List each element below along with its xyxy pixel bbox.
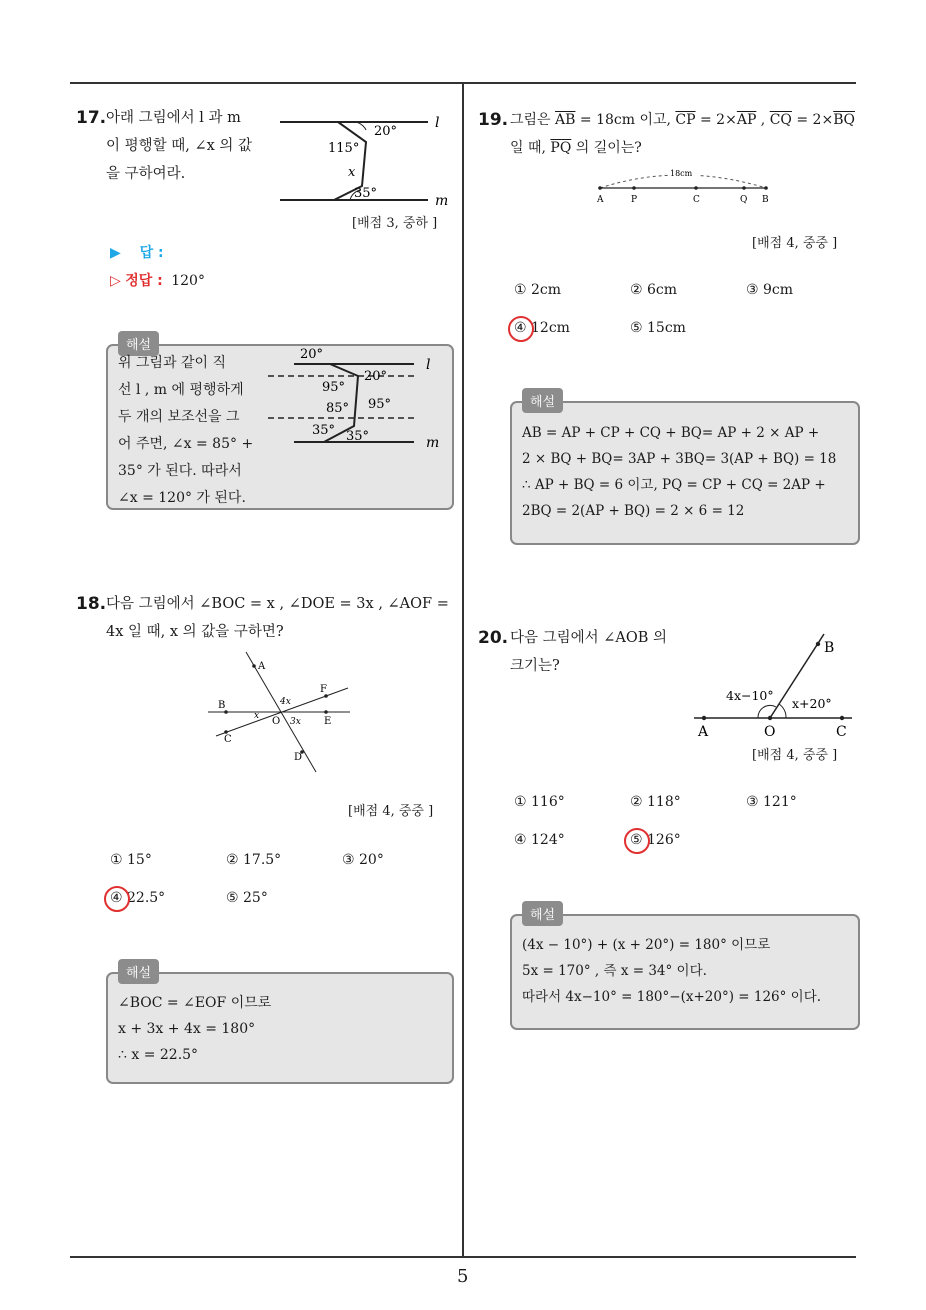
q18-fig-F: F (320, 684, 327, 695)
q20-choice-3[interactable]: ③ 121° (746, 794, 797, 810)
q18-line-2: 4x 일 때, x 의 값을 구하면? (106, 624, 284, 640)
q20-answer-circle (624, 828, 650, 854)
q20-fig-right: x+20° (792, 696, 832, 711)
q19-line2-post: 의 길이는? (571, 140, 642, 156)
q17-line-1: 아래 그림에서 l 과 m (106, 110, 241, 126)
q18-number: 18. (76, 594, 107, 614)
q17-exp-line-5: 35° 가 된다. 따라서 (118, 463, 242, 479)
q18-choice-4[interactable]: ④ 22.5° (110, 890, 166, 906)
q19-fig-C: C (693, 195, 700, 205)
q17-figure (270, 108, 460, 208)
q17-exp-fig-85: 85° (326, 401, 350, 416)
q19-exp-line-1: AB = AP + CP + CQ + BQ= AP + 2 × AP + (522, 425, 820, 441)
q17-explanation-figure (264, 344, 448, 456)
q19-exp-line-3: ∴ AP + BQ = 6 이고, PQ = CP + CQ = 2AP + (522, 477, 826, 493)
q17-line-2: 이 평행할 때, ∠x 의 값 (106, 138, 253, 154)
q17-exp-fig-35a: 35° (312, 423, 336, 438)
q17-correct-label: 정답 : (125, 273, 163, 289)
q19-figure (590, 164, 776, 208)
column-divider (462, 82, 464, 1257)
q18-choice-2[interactable]: ② 17.5° (226, 852, 282, 868)
q18-fig-4x: 4x (280, 697, 291, 707)
q17-exp-fig-95a: 95° (322, 380, 346, 395)
q19-eq1: = 2× (695, 112, 737, 128)
q19-bq: $\overline{BQ}$ (833, 112, 855, 128)
q18-choice-5[interactable]: ⑤ 25° (226, 890, 268, 906)
q18-exp-line-3: ∴ x = 22.5° (118, 1047, 199, 1063)
q17-fig-l: l (435, 115, 440, 131)
q18-explanation-text (118, 990, 271, 1068)
q17-explanation-text (118, 350, 268, 512)
q20-explanation-tag: 해설 (522, 901, 563, 926)
q20-figure (690, 626, 858, 742)
q19-fig-Q: Q (740, 195, 748, 205)
q18-text (106, 590, 456, 646)
q20-fig-left: 4x−10° (726, 688, 774, 703)
q19-mid: = 18cm 이고, (575, 112, 676, 128)
q19-text (510, 106, 870, 162)
q20-choice-1[interactable]: ① 116° (514, 794, 565, 810)
q19-exp-line-2: 2 × BQ + BQ= 3AP + 3BQ= 3(AP + BQ) = 18 (522, 451, 837, 467)
q17-exp-fig-95b: 95° (368, 397, 392, 412)
q17-line-3: 을 구하여라. (106, 166, 186, 182)
q17-answer-label: 답 : (139, 245, 164, 261)
q17-fig-m: m (435, 193, 449, 208)
bottom-rule (70, 1256, 856, 1258)
q20-choice-5[interactable]: ⑤ 126° (630, 832, 681, 848)
q17-exp-fig-l: l (426, 357, 431, 373)
q18-fig-E: E (324, 716, 332, 727)
q20-choice-2[interactable]: ② 118° (630, 794, 681, 810)
q20-explanation-text (522, 932, 821, 1010)
q19-grade: [배점 4, 중중 ] (752, 236, 838, 251)
q18-fig-D: D (294, 752, 303, 763)
q18-exp-line-2: x + 3x + 4x = 180° (118, 1021, 256, 1037)
q17-number: 17. (76, 108, 107, 128)
q17-exp-line-2: 선 l , m 에 평행하게 (118, 382, 244, 398)
q19-sep: , (756, 112, 770, 128)
q17-exp-line-6: ∠x = 120° 가 된다. (118, 490, 246, 506)
q20-exp-line-3: 따라서 4x−10° = 180°−(x+20°) = 126° 이다. (522, 989, 822, 1005)
q19-choice-5[interactable]: ⑤ 15cm (630, 320, 686, 336)
q18-fig-B: B (218, 700, 226, 711)
q19-answer-circle (508, 316, 534, 342)
q19-choice-4[interactable]: ④ 12cm (514, 320, 570, 336)
q19-fig-B: B (762, 195, 769, 205)
q18-fig-C: C (224, 734, 232, 745)
q18-answer-circle (104, 886, 130, 912)
q17-exp-line-3: 두 개의 보조선을 그 (118, 409, 240, 425)
q18-line-1: 다음 그림에서 ∠BOC = x , ∠DOE = 3x , ∠AOF = (106, 596, 449, 612)
q18-explanation-tag: 해설 (118, 959, 159, 984)
q18-grade: [배점 4, 중중 ] (348, 804, 434, 819)
q17-exp-line-1: 위 그림과 같이 직 (118, 355, 227, 371)
q17-exp-fig-m: m (426, 435, 440, 451)
q20-fig-A: A (698, 724, 709, 740)
q17-exp-fig-20b: 20° (364, 369, 388, 384)
q19-pre: 그림은 (510, 112, 556, 128)
q17-correct-value: 120° (171, 273, 205, 289)
q18-fig-A: A (258, 661, 266, 672)
q19-explanation-tag: 해설 (522, 388, 563, 413)
q19-eq2: = 2× (791, 112, 834, 128)
q17-grade: [배점 3, 중하 ] (352, 216, 438, 231)
q19-ab: $\overline{AB}$ (555, 112, 576, 128)
q19-ap: $\overline{AP}$ (736, 112, 757, 128)
q19-line2-pre: 일 때, (510, 140, 551, 156)
q19-line-2 (510, 134, 870, 162)
q20-choice-4[interactable]: ④ 124° (514, 832, 565, 848)
q17-fig-115: 115° (328, 141, 360, 156)
q17-exp-line-4: 어 주면, ∠x = 85° + (118, 436, 254, 452)
q17-correct-marker: ▷ (110, 273, 121, 289)
q17-correct-row (110, 270, 205, 290)
q17-answer-row (110, 242, 164, 262)
q18-fig-O: O (272, 716, 281, 727)
q17-exp-fig-35b: 35° (346, 429, 370, 444)
q19-cp: $\overline{CP}$ (675, 112, 696, 128)
q19-choice-2[interactable]: ② 6cm (630, 282, 678, 298)
q20-fig-B: B (824, 640, 835, 656)
q17-fig-20: 20° (374, 124, 398, 139)
q20-line-1: 다음 그림에서 ∠AOB 의 (510, 630, 668, 646)
q19-line-1 (510, 106, 870, 134)
q19-choice-3[interactable]: ③ 9cm (746, 282, 794, 298)
q18-choice-1[interactable]: ① 15° (110, 852, 152, 868)
q18-exp-line-1: ∠BOC = ∠EOF 이므로 (118, 995, 272, 1011)
q19-cq: $\overline{CQ}$ (769, 112, 792, 128)
q20-fig-O: O (764, 724, 776, 740)
q19-fig-len: 18cm (670, 169, 693, 178)
q20-fig-C: C (836, 724, 847, 740)
q19-fig-P: P (631, 195, 638, 205)
q17-fig-x: x (348, 165, 356, 180)
q20-line-2: 크기는? (510, 658, 560, 674)
q18-choice-3[interactable]: ③ 20° (342, 852, 384, 868)
q19-explanation-text (522, 420, 836, 524)
q19-number: 19. (478, 110, 509, 130)
q17-exp-fig-20a: 20° (300, 347, 324, 362)
q17-text (106, 104, 276, 188)
q17-answer-marker: ▶ (110, 245, 121, 261)
q20-grade: [배점 4, 중중 ] (752, 748, 838, 763)
q18-fig-3x: 3x (290, 717, 301, 727)
q19-pq: $\overline{PQ}$ (550, 140, 572, 156)
q19-exp-line-4: 2BQ = 2(AP + BQ) = 2 × 6 = 12 (522, 503, 745, 519)
q20-exp-line-1: (4x − 10°) + (x + 20°) = 180° 이므로 (522, 937, 771, 953)
q17-fig-35: 35° (354, 186, 378, 201)
q18-figure (204, 648, 356, 776)
q19-fig-A: A (597, 195, 604, 205)
q18-fig-x: x (254, 711, 260, 721)
q19-choice-1[interactable]: ① 2cm (514, 282, 562, 298)
q17-explanation-tag: 해설 (118, 331, 159, 356)
q20-number: 20. (478, 628, 509, 648)
page-number: 5 (457, 1266, 469, 1287)
q20-text (510, 624, 710, 680)
q20-exp-line-2: 5x = 170° , 즉 x = 34° 이다. (522, 963, 707, 979)
